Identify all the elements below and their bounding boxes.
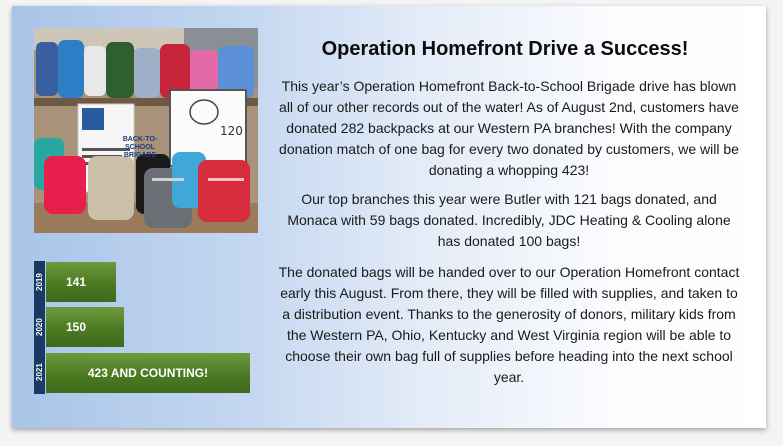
year-label-2021: 2021 bbox=[35, 363, 44, 382]
paragraph-1: This year’s Operation Homefront Back-to-School Brigade drive has blown all of our other records out of the water! As of August 2nd, customers have donated 282 backpacks at our Western PA branches! With the company donation match of one bag for every two donated by customers, we will be donating a whopping 423! bbox=[279, 78, 739, 178]
backpacks-photo bbox=[34, 28, 258, 233]
bar-2021 bbox=[46, 353, 250, 393]
paragraph-3: The donated bags will be handed over to our Operation Homefront contact early this August. From there, they will be filled with supplies, and taken to a distribution event. Thanks to the generosity of donors, military kids from the Western PA, Ohio, Kentucky and West Virginia region will be able to choose their own bag full of supplies before heading into the next school year. bbox=[278, 264, 740, 385]
bar-label-2019: 141 bbox=[66, 275, 87, 289]
bar-label-2021: 423 AND COUNTING! bbox=[87, 366, 209, 380]
bar-2019 bbox=[46, 262, 116, 302]
bar-2020 bbox=[46, 307, 124, 347]
brigade-logo-text: BACK-TO-SCHOOL BRIGADE bbox=[122, 136, 158, 159]
year-label-2020: 2020 bbox=[35, 318, 44, 336]
paragraph-2: Our top branches this year were Butler with 121 bags donated, and Monaca with 59 bags donated. Incredibly, JDC Heating & Cooling alone has donated 100 bags! bbox=[287, 191, 731, 249]
bar-label-2020: 150 bbox=[66, 320, 87, 334]
year-label-2019: 2019 bbox=[35, 273, 44, 291]
article-title: Operation Homefront Drive a Success! bbox=[321, 38, 689, 60]
whiteboard-count: 120 bbox=[220, 124, 243, 138]
